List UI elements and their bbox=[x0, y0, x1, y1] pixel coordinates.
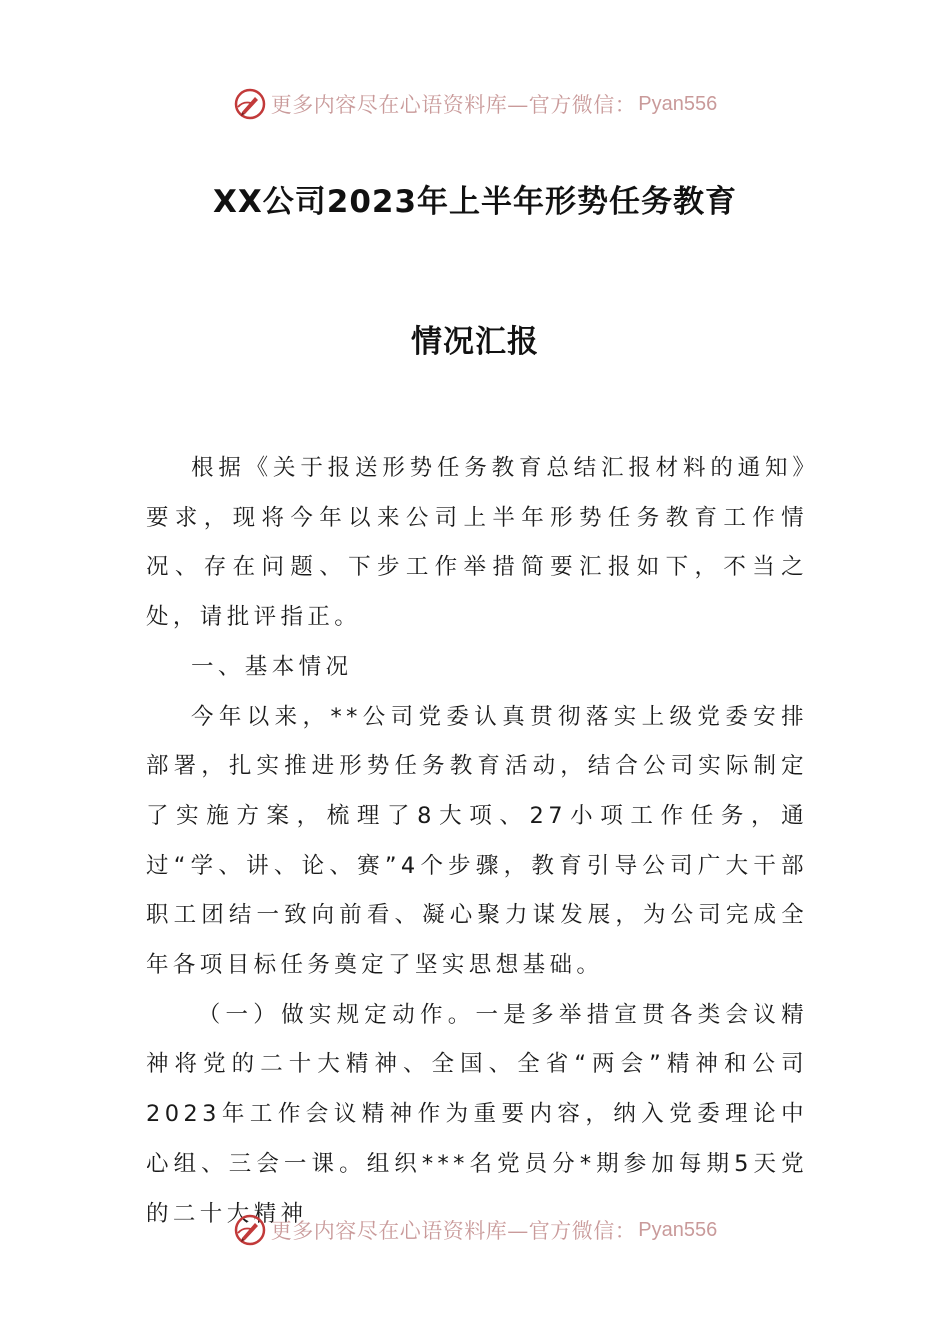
pen-logo-icon bbox=[233, 1213, 267, 1247]
watermark-handle: Pyan556 bbox=[638, 1218, 718, 1241]
section-heading-basic: 一、基本情况 bbox=[191, 653, 353, 680]
document-body bbox=[146, 444, 808, 1239]
paragraph-overview: 今年以来，**公司党委认真贯彻落实上级党委安排部署，扎实推进形势任务教育活动，结合公司实际制定了实施方案，梳理了8大项、27小项工作任务，通过“学、讲、论、赛”4个步骤，教育引导公司广大干部职工团结一致向前看、凝心聚力谋发展，为公司完成全年各项目标任务奠定了坚实思想基础。 bbox=[146, 703, 808, 979]
watermark-handle: Pyan556 bbox=[638, 92, 718, 115]
document-title-line2: 情况汇报 bbox=[411, 324, 539, 360]
watermark-text: 更多内容尽在心语资料库—官方微信： bbox=[270, 93, 637, 117]
paragraph-intro: 根据《关于报送形势任务教育总结汇报材料的通知》要求，现将今年以来公司上半年形势任务教育工作情况、存在问题、下步工作举措简要汇报如下，不当之处，请批评指正。 bbox=[146, 455, 808, 631]
watermark-header bbox=[0, 84, 950, 124]
paragraph-subsection-1: （一）做实规定动作。一是多举措宣贯各类会议精神将党的二十大精神、全国、全省“两会”精神和公司2023年工作会议精神作为重要内容，纳入党委理论中心组、三会一课。组织***名党员分*期参加每期5天党的二十大精神 bbox=[146, 1001, 808, 1227]
watermark-text: 更多内容尽在心语资料库—官方微信： bbox=[270, 1219, 637, 1243]
pen-logo-icon bbox=[233, 87, 267, 121]
document-title-line1: XX公司2023年上半年形势任务教育 bbox=[212, 184, 738, 220]
watermark-footer bbox=[0, 1210, 950, 1250]
